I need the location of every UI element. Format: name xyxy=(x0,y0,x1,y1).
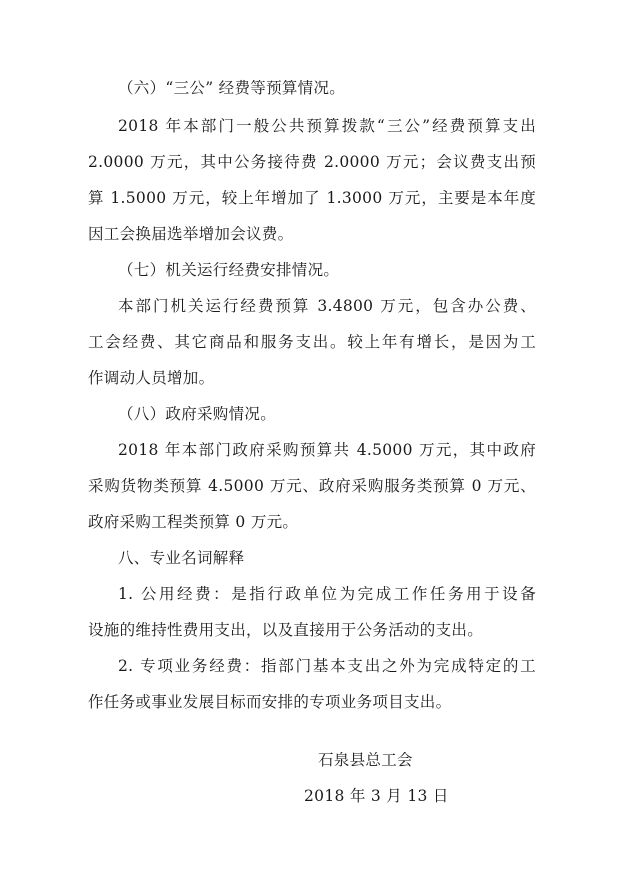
signature-org: 石泉县总工会 xyxy=(318,751,413,769)
paragraph-line: 2018 年本部门政府采购预算共 4.5000 万元，其中政府 xyxy=(118,441,536,459)
section-8-heading: （八）政府采购情况。 xyxy=(118,405,277,423)
paragraph-line: 作调动人员增加。 xyxy=(88,369,215,387)
glossary-item-1-line: 设施的维持性费用支出，以及直接用于公务活动的支出。 xyxy=(88,621,484,639)
paragraph-line: 本部门机关运行经费预算 3.4800 万元，包含办公费、 xyxy=(118,297,536,315)
paragraph-line: 工会经费、其它商品和服务支出。较上年有增长，是因为工 xyxy=(88,333,536,351)
glossary-heading: 八、专业名词解释 xyxy=(118,549,245,567)
paragraph-line: 2018 年本部门一般公共预算拨款“三公”经费预算支出 xyxy=(118,117,536,135)
glossary-item-2-line: 作任务或事业发展目标而安排的专项业务项目支出。 xyxy=(88,693,452,711)
signature-date: 2018 年 3 月 13 日 xyxy=(304,787,449,805)
paragraph-line: 因工会换届选举增加会议费。 xyxy=(88,225,294,243)
paragraph-line: 2.0000 万元，其中公务接待费 2.0000 万元；会议费支出预 xyxy=(88,153,536,171)
section-6-heading: （六）“三公” 经费等预算情况。 xyxy=(118,79,346,97)
section-7-heading: （七）机关运行经费安排情况。 xyxy=(118,261,340,279)
glossary-item-1-line: 1. 公用经费：是指行政单位为完成工作任务用于设备 xyxy=(118,585,536,603)
glossary-item-2-line: 2. 专项业务经费：指部门基本支出之外为完成特定的工 xyxy=(118,657,536,675)
paragraph-line: 算 1.5000 万元，较上年增加了 1.3000 万元，主要是本年度 xyxy=(88,189,536,207)
paragraph-line: 政府采购工程类预算 0 万元。 xyxy=(88,513,299,531)
paragraph-line: 采购货物类预算 4.5000 万元、政府采购服务类预算 0 万元、 xyxy=(88,477,536,495)
